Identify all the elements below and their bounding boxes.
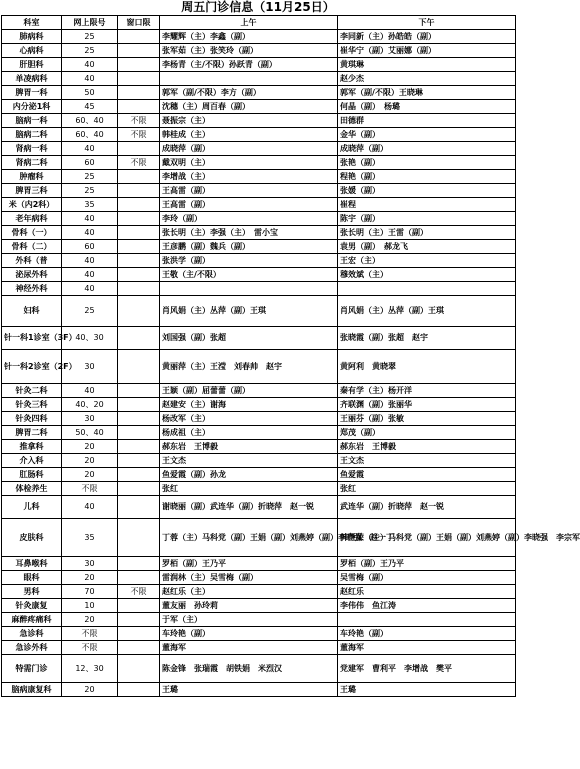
table-row — [2, 350, 516, 384]
table-row — [2, 156, 516, 170]
window-limit-cell — [118, 519, 160, 557]
window-limit-cell — [118, 599, 160, 613]
table-row — [2, 296, 516, 327]
window-limit-cell — [118, 30, 160, 44]
window-limit-cell — [118, 412, 160, 426]
dept-cell: 脑病一科 — [2, 114, 62, 128]
am-doctors-cell: 董友丽 孙玲莉 — [160, 599, 338, 613]
am-doctors-cell: 李耀辉（主）李鑫（副） — [160, 30, 338, 44]
dept-cell: 急诊科 — [2, 627, 62, 641]
dept-cell: 神经外科 — [2, 282, 62, 296]
online-limit-cell: 20 — [62, 454, 118, 468]
online-limit-cell: 40 — [62, 384, 118, 398]
window-limit-cell — [118, 327, 160, 350]
schedule-table — [1, 15, 580, 697]
window-limit-cell — [118, 100, 160, 114]
pm-doctors-cell: 武连华（副）折晓萍 赵一锐 — [338, 496, 516, 519]
table-row — [2, 398, 516, 412]
window-limit-cell — [118, 440, 160, 454]
window-limit-cell — [118, 198, 160, 212]
pm-doctors-cell: 袁男（副） 郝龙飞 — [338, 240, 516, 254]
pm-doctors-cell — [338, 613, 516, 627]
online-limit-cell: 40 — [62, 268, 118, 282]
am-doctors-cell: 丁蓉（主）马科党（副）王娟（副）刘燕婷（副）李晓强 赵一丁 — [160, 519, 338, 557]
window-limit-cell: 不限 — [118, 128, 160, 142]
table-row — [2, 641, 516, 655]
online-limit-cell: 40 — [62, 226, 118, 240]
dept-cell: 推拿科 — [2, 440, 62, 454]
pm-doctors-cell: 田德群 — [338, 114, 516, 128]
pm-doctors-cell: 成晓萍（副） — [338, 142, 516, 156]
table-row — [2, 86, 516, 100]
window-limit-cell — [118, 268, 160, 282]
window-limit-cell — [118, 641, 160, 655]
am-doctors-cell: 鱼爱霞（副）孙龙 — [160, 468, 338, 482]
window-limit-cell — [118, 468, 160, 482]
am-doctors-cell: 黄丽萍（主）王滢 刘春帅 赵宇 — [160, 350, 338, 384]
pm-doctors-cell: 陈宇（副） — [338, 212, 516, 226]
online-limit-cell: 25 — [62, 296, 118, 327]
am-doctors-cell: 聂振宗（主） — [160, 114, 338, 128]
table-row — [2, 627, 516, 641]
am-doctors-cell: 李杨青（主/不限）孙跃青（副） — [160, 58, 338, 72]
window-limit-cell — [118, 240, 160, 254]
online-limit-cell: 25 — [62, 184, 118, 198]
window-limit-cell — [118, 655, 160, 683]
online-limit-cell: 40 — [62, 212, 118, 226]
am-doctors-cell: 肖风娟（主）丛萍（副）王琪 — [160, 296, 338, 327]
online-limit-cell: 30 — [62, 557, 118, 571]
am-doctors-cell: 张红 — [160, 482, 338, 496]
window-limit-cell: 不限 — [118, 156, 160, 170]
pm-doctors-cell: 张晓霞（副）张超 赵宇 — [338, 327, 516, 350]
table-row — [2, 327, 516, 350]
pm-doctors-cell: 程艳（副） — [338, 170, 516, 184]
table-row — [2, 58, 516, 72]
pm-doctors-cell: 鱼爱霞 — [338, 468, 516, 482]
window-limit-cell — [118, 58, 160, 72]
pm-doctors-cell — [338, 282, 516, 296]
pm-doctors-cell: 秦有学（主）杨开洋 — [338, 384, 516, 398]
dept-cell: 针一科2诊室（2F） — [2, 350, 62, 384]
window-limit-cell — [118, 496, 160, 519]
dept-cell: 针灸四科 — [2, 412, 62, 426]
header-pm: 下午 — [338, 16, 516, 30]
table-row — [2, 254, 516, 268]
dept-cell: 耳鼻喉科 — [2, 557, 62, 571]
header-dept: 科室 — [2, 16, 62, 30]
table-row — [2, 585, 516, 599]
table-row — [2, 268, 516, 282]
window-limit-cell — [118, 557, 160, 571]
window-limit-cell — [118, 254, 160, 268]
pm-doctors-cell: 张媛（副） — [338, 184, 516, 198]
window-limit-cell — [118, 613, 160, 627]
table-row — [2, 557, 516, 571]
dept-cell: 骨科（二） — [2, 240, 62, 254]
window-limit-cell — [118, 184, 160, 198]
dept-cell: 肛肠科 — [2, 468, 62, 482]
am-doctors-cell: 戴双明（主） — [160, 156, 338, 170]
pm-doctors-cell: 穆效斌（主） — [338, 268, 516, 282]
online-limit-cell: 20 — [62, 440, 118, 454]
am-doctors-cell: 王高雷（副） — [160, 198, 338, 212]
dept-cell: 妇科 — [2, 296, 62, 327]
online-limit-cell: 20 — [62, 613, 118, 627]
table-row — [2, 184, 516, 198]
pm-doctors-cell: 崔华宁（副）艾丽娜（副） — [338, 44, 516, 58]
am-doctors-cell: 谢晓丽（副）武连华（副）折晓萍 赵一锐 — [160, 496, 338, 519]
dept-cell: 内分泌1科 — [2, 100, 62, 114]
dept-cell: 肿瘤科 — [2, 170, 62, 184]
window-limit-cell: 不限 — [118, 114, 160, 128]
dept-cell: 脾胃三科 — [2, 184, 62, 198]
dept-cell: 老年病科 — [2, 212, 62, 226]
header-row — [2, 16, 516, 30]
pm-doctors-cell: 吴雪梅（副） — [338, 571, 516, 585]
pm-doctors-cell: 郭军（副/不限）王晓琳 — [338, 86, 516, 100]
am-doctors-cell: 杨成祖（主） — [160, 426, 338, 440]
page-title: 周五门诊信息（11月25日） — [181, 0, 335, 14]
dept-cell: 体检养生 — [2, 482, 62, 496]
online-limit-cell: 50、40 — [62, 426, 118, 440]
pm-doctors-cell: 车玲艳（副） — [338, 627, 516, 641]
table-row — [2, 226, 516, 240]
online-limit-cell: 30 — [62, 350, 118, 384]
online-limit-cell: 60 — [62, 156, 118, 170]
am-doctors-cell: 车玲艳（副） — [160, 627, 338, 641]
am-doctors-cell: 沈穗（主）周百春（副） — [160, 100, 338, 114]
header-window-limit: 窗口限 — [118, 16, 160, 30]
online-limit-cell: 12、30 — [62, 655, 118, 683]
window-limit-cell — [118, 683, 160, 697]
table-row — [2, 72, 516, 86]
pm-doctors-cell: 韩世荣（主）马科党（副）王娟（副）刘燕婷（副）李晓强 李宗军 — [338, 519, 516, 557]
window-limit-cell — [118, 170, 160, 184]
am-doctors-cell: 雷润林（主）吴雪梅（副） — [160, 571, 338, 585]
table-row — [2, 440, 516, 454]
am-doctors-cell: 王彦鹏（副）魏兵（副） — [160, 240, 338, 254]
table-row — [2, 114, 516, 128]
am-doctors-cell — [160, 282, 338, 296]
dept-cell: 外科（普 — [2, 254, 62, 268]
dept-cell: 米（内2科） — [2, 198, 62, 212]
dept-cell: 特需门诊 — [2, 655, 62, 683]
am-doctors-cell: 王颖（副）屈蕾蕾（副） — [160, 384, 338, 398]
online-limit-cell: 70 — [62, 585, 118, 599]
online-limit-cell: 不限 — [62, 627, 118, 641]
table-row — [2, 142, 516, 156]
table-row — [2, 198, 516, 212]
am-doctors-cell: 赵建安（主）谢海 — [160, 398, 338, 412]
dept-cell: 单凌病科 — [2, 72, 62, 86]
dept-cell: 介入科 — [2, 454, 62, 468]
pm-doctors-cell: 赵红乐 — [338, 585, 516, 599]
am-doctors-cell: 罗栢（副）王乃平 — [160, 557, 338, 571]
online-limit-cell: 40 — [62, 72, 118, 86]
dept-cell: 麻醉疼痛科 — [2, 613, 62, 627]
online-limit-cell: 25 — [62, 44, 118, 58]
am-doctors-cell: 王文杰 — [160, 454, 338, 468]
dept-cell: 肝胆科 — [2, 58, 62, 72]
pm-doctors-cell: 黄阿利 黄晓翠 — [338, 350, 516, 384]
table-row — [2, 100, 516, 114]
online-limit-cell: 40、30 — [62, 327, 118, 350]
dept-cell: 骨科（一） — [2, 226, 62, 240]
am-doctors-cell: 张洪学（副） — [160, 254, 338, 268]
window-limit-cell — [118, 398, 160, 412]
pm-doctors-cell: 郝东岩 王博毅 — [338, 440, 516, 454]
window-limit-cell — [118, 212, 160, 226]
pm-doctors-cell: 王丽芬（副）张敏 — [338, 412, 516, 426]
online-limit-cell: 35 — [62, 519, 118, 557]
online-limit-cell: 25 — [62, 170, 118, 184]
pm-doctors-cell: 罗栢（副）王乃平 — [338, 557, 516, 571]
dept-cell: 肺病科 — [2, 30, 62, 44]
dept-cell: 皮肤科 — [2, 519, 62, 557]
pm-doctors-cell: 张长明（主）王雷（副） — [338, 226, 516, 240]
window-limit-cell — [118, 72, 160, 86]
pm-doctors-cell: 赵少杰 — [338, 72, 516, 86]
am-doctors-cell: 李增战（主） — [160, 170, 338, 184]
am-doctors-cell: 陈金锋 张瑞霞 胡铁娟 米烈汉 — [160, 655, 338, 683]
am-doctors-cell: 郭军（副/不限）李方（副） — [160, 86, 338, 100]
pm-doctors-cell: 张红 — [338, 482, 516, 496]
header-online-limit: 网上限号 — [62, 16, 118, 30]
dept-cell: 心病科 — [2, 44, 62, 58]
dept-cell: 针灸三科 — [2, 398, 62, 412]
dept-cell: 脾胃二科 — [2, 426, 62, 440]
dept-cell: 肾病二科 — [2, 156, 62, 170]
table-row — [2, 613, 516, 627]
dept-cell: 针灸康复 — [2, 599, 62, 613]
pm-doctors-cell: 王文杰 — [338, 454, 516, 468]
am-doctors-cell: 王璐 — [160, 683, 338, 697]
am-doctors-cell: 董海军 — [160, 641, 338, 655]
table-row — [2, 240, 516, 254]
am-doctors-cell: 杨改军（主） — [160, 412, 338, 426]
window-limit-cell: 不限 — [118, 585, 160, 599]
online-limit-cell: 25 — [62, 30, 118, 44]
table-row — [2, 655, 516, 683]
window-limit-cell — [118, 86, 160, 100]
table-row — [2, 426, 516, 440]
online-limit-cell: 30 — [62, 412, 118, 426]
am-doctors-cell: 韩桂成（主） — [160, 128, 338, 142]
table-row — [2, 30, 516, 44]
online-limit-cell: 10 — [62, 599, 118, 613]
table-row — [2, 454, 516, 468]
pm-doctors-cell: 李同新（主）孙皓皓（副） — [338, 30, 516, 44]
pm-doctors-cell: 王宏（主） — [338, 254, 516, 268]
online-limit-cell: 40、20 — [62, 398, 118, 412]
am-doctors-cell: 成晓萍（副） — [160, 142, 338, 156]
pm-doctors-cell: 党建军 曹利平 李增战 樊平 — [338, 655, 516, 683]
pm-doctors-cell: 王璐 — [338, 683, 516, 697]
pm-doctors-cell: 李伟伟 鱼江涛 — [338, 599, 516, 613]
online-limit-cell: 40 — [62, 142, 118, 156]
window-limit-cell — [118, 226, 160, 240]
am-doctors-cell: 郝东岩 王博毅 — [160, 440, 338, 454]
dept-cell: 眼科 — [2, 571, 62, 585]
online-limit-cell: 40 — [62, 496, 118, 519]
online-limit-cell: 60、40 — [62, 128, 118, 142]
am-doctors-cell: 王敬（主/不限） — [160, 268, 338, 282]
pm-doctors-cell: 齐联渊（副）张丽华 — [338, 398, 516, 412]
table-row — [2, 496, 516, 519]
window-limit-cell — [118, 142, 160, 156]
window-limit-cell — [118, 482, 160, 496]
dept-cell: 肾病一科 — [2, 142, 62, 156]
table-row — [2, 412, 516, 426]
online-limit-cell: 不限 — [62, 482, 118, 496]
online-limit-cell: 20 — [62, 683, 118, 697]
am-doctors-cell: 王高雷（副） — [160, 184, 338, 198]
pm-doctors-cell: 黄琪琳 — [338, 58, 516, 72]
dept-cell: 男科 — [2, 585, 62, 599]
table-row — [2, 571, 516, 585]
am-doctors-cell: 李玲（副） — [160, 212, 338, 226]
schedule-body — [2, 30, 580, 697]
pm-doctors-cell: 董海军 — [338, 641, 516, 655]
table-row — [2, 170, 516, 184]
online-limit-cell: 20 — [62, 468, 118, 482]
dept-cell: 针一科1诊室（3F） — [2, 327, 62, 350]
table-row — [2, 468, 516, 482]
dept-cell: 脾胃一科 — [2, 86, 62, 100]
table-row — [2, 44, 516, 58]
pm-doctors-cell: 金华（副） — [338, 128, 516, 142]
table-row — [2, 683, 516, 697]
pm-doctors-cell: 何晶（副） 杨璐 — [338, 100, 516, 114]
table-row — [2, 282, 516, 296]
table-row — [2, 519, 516, 557]
am-doctors-cell: 刘国强（副）张超 — [160, 327, 338, 350]
table-row — [2, 599, 516, 613]
online-limit-cell: 45 — [62, 100, 118, 114]
window-limit-cell — [118, 454, 160, 468]
pm-doctors-cell: 郑茂（副） — [338, 426, 516, 440]
dept-cell: 针灸二科 — [2, 384, 62, 398]
window-limit-cell — [118, 627, 160, 641]
table-row — [2, 128, 516, 142]
am-doctors-cell: 赵红乐（主） — [160, 585, 338, 599]
online-limit-cell: 60 — [62, 240, 118, 254]
am-doctors-cell: 张长明（主）李强（主） 雷小宝 — [160, 226, 338, 240]
table-row — [2, 384, 516, 398]
online-limit-cell: 50 — [62, 86, 118, 100]
header-am: 上午 — [160, 16, 338, 30]
window-limit-cell — [118, 296, 160, 327]
online-limit-cell: 不限 — [62, 641, 118, 655]
dept-cell: 泌尿外科 — [2, 268, 62, 282]
window-limit-cell — [118, 571, 160, 585]
online-limit-cell: 40 — [62, 254, 118, 268]
am-doctors-cell: 张军茹（主）张笑玲（副） — [160, 44, 338, 58]
dept-cell: 儿科 — [2, 496, 62, 519]
window-limit-cell — [118, 426, 160, 440]
online-limit-cell: 40 — [62, 58, 118, 72]
window-limit-cell — [118, 282, 160, 296]
online-limit-cell: 60、40 — [62, 114, 118, 128]
am-doctors-cell: 于军（主） — [160, 613, 338, 627]
window-limit-cell — [118, 350, 160, 384]
online-limit-cell: 40 — [62, 282, 118, 296]
pm-doctors-cell: 肖风娟（主）丛萍（副）王琪 — [338, 296, 516, 327]
dept-cell: 脑病康复科 — [2, 683, 62, 697]
table-row — [2, 482, 516, 496]
online-limit-cell: 20 — [62, 571, 118, 585]
pm-doctors-cell: 张艳（副） — [338, 156, 516, 170]
online-limit-cell: 35 — [62, 198, 118, 212]
pm-doctors-cell: 崔程 — [338, 198, 516, 212]
dept-cell: 急诊外科 — [2, 641, 62, 655]
window-limit-cell — [118, 44, 160, 58]
am-doctors-cell — [160, 72, 338, 86]
table-row — [2, 212, 516, 226]
window-limit-cell — [118, 384, 160, 398]
dept-cell: 脑病二科 — [2, 128, 62, 142]
